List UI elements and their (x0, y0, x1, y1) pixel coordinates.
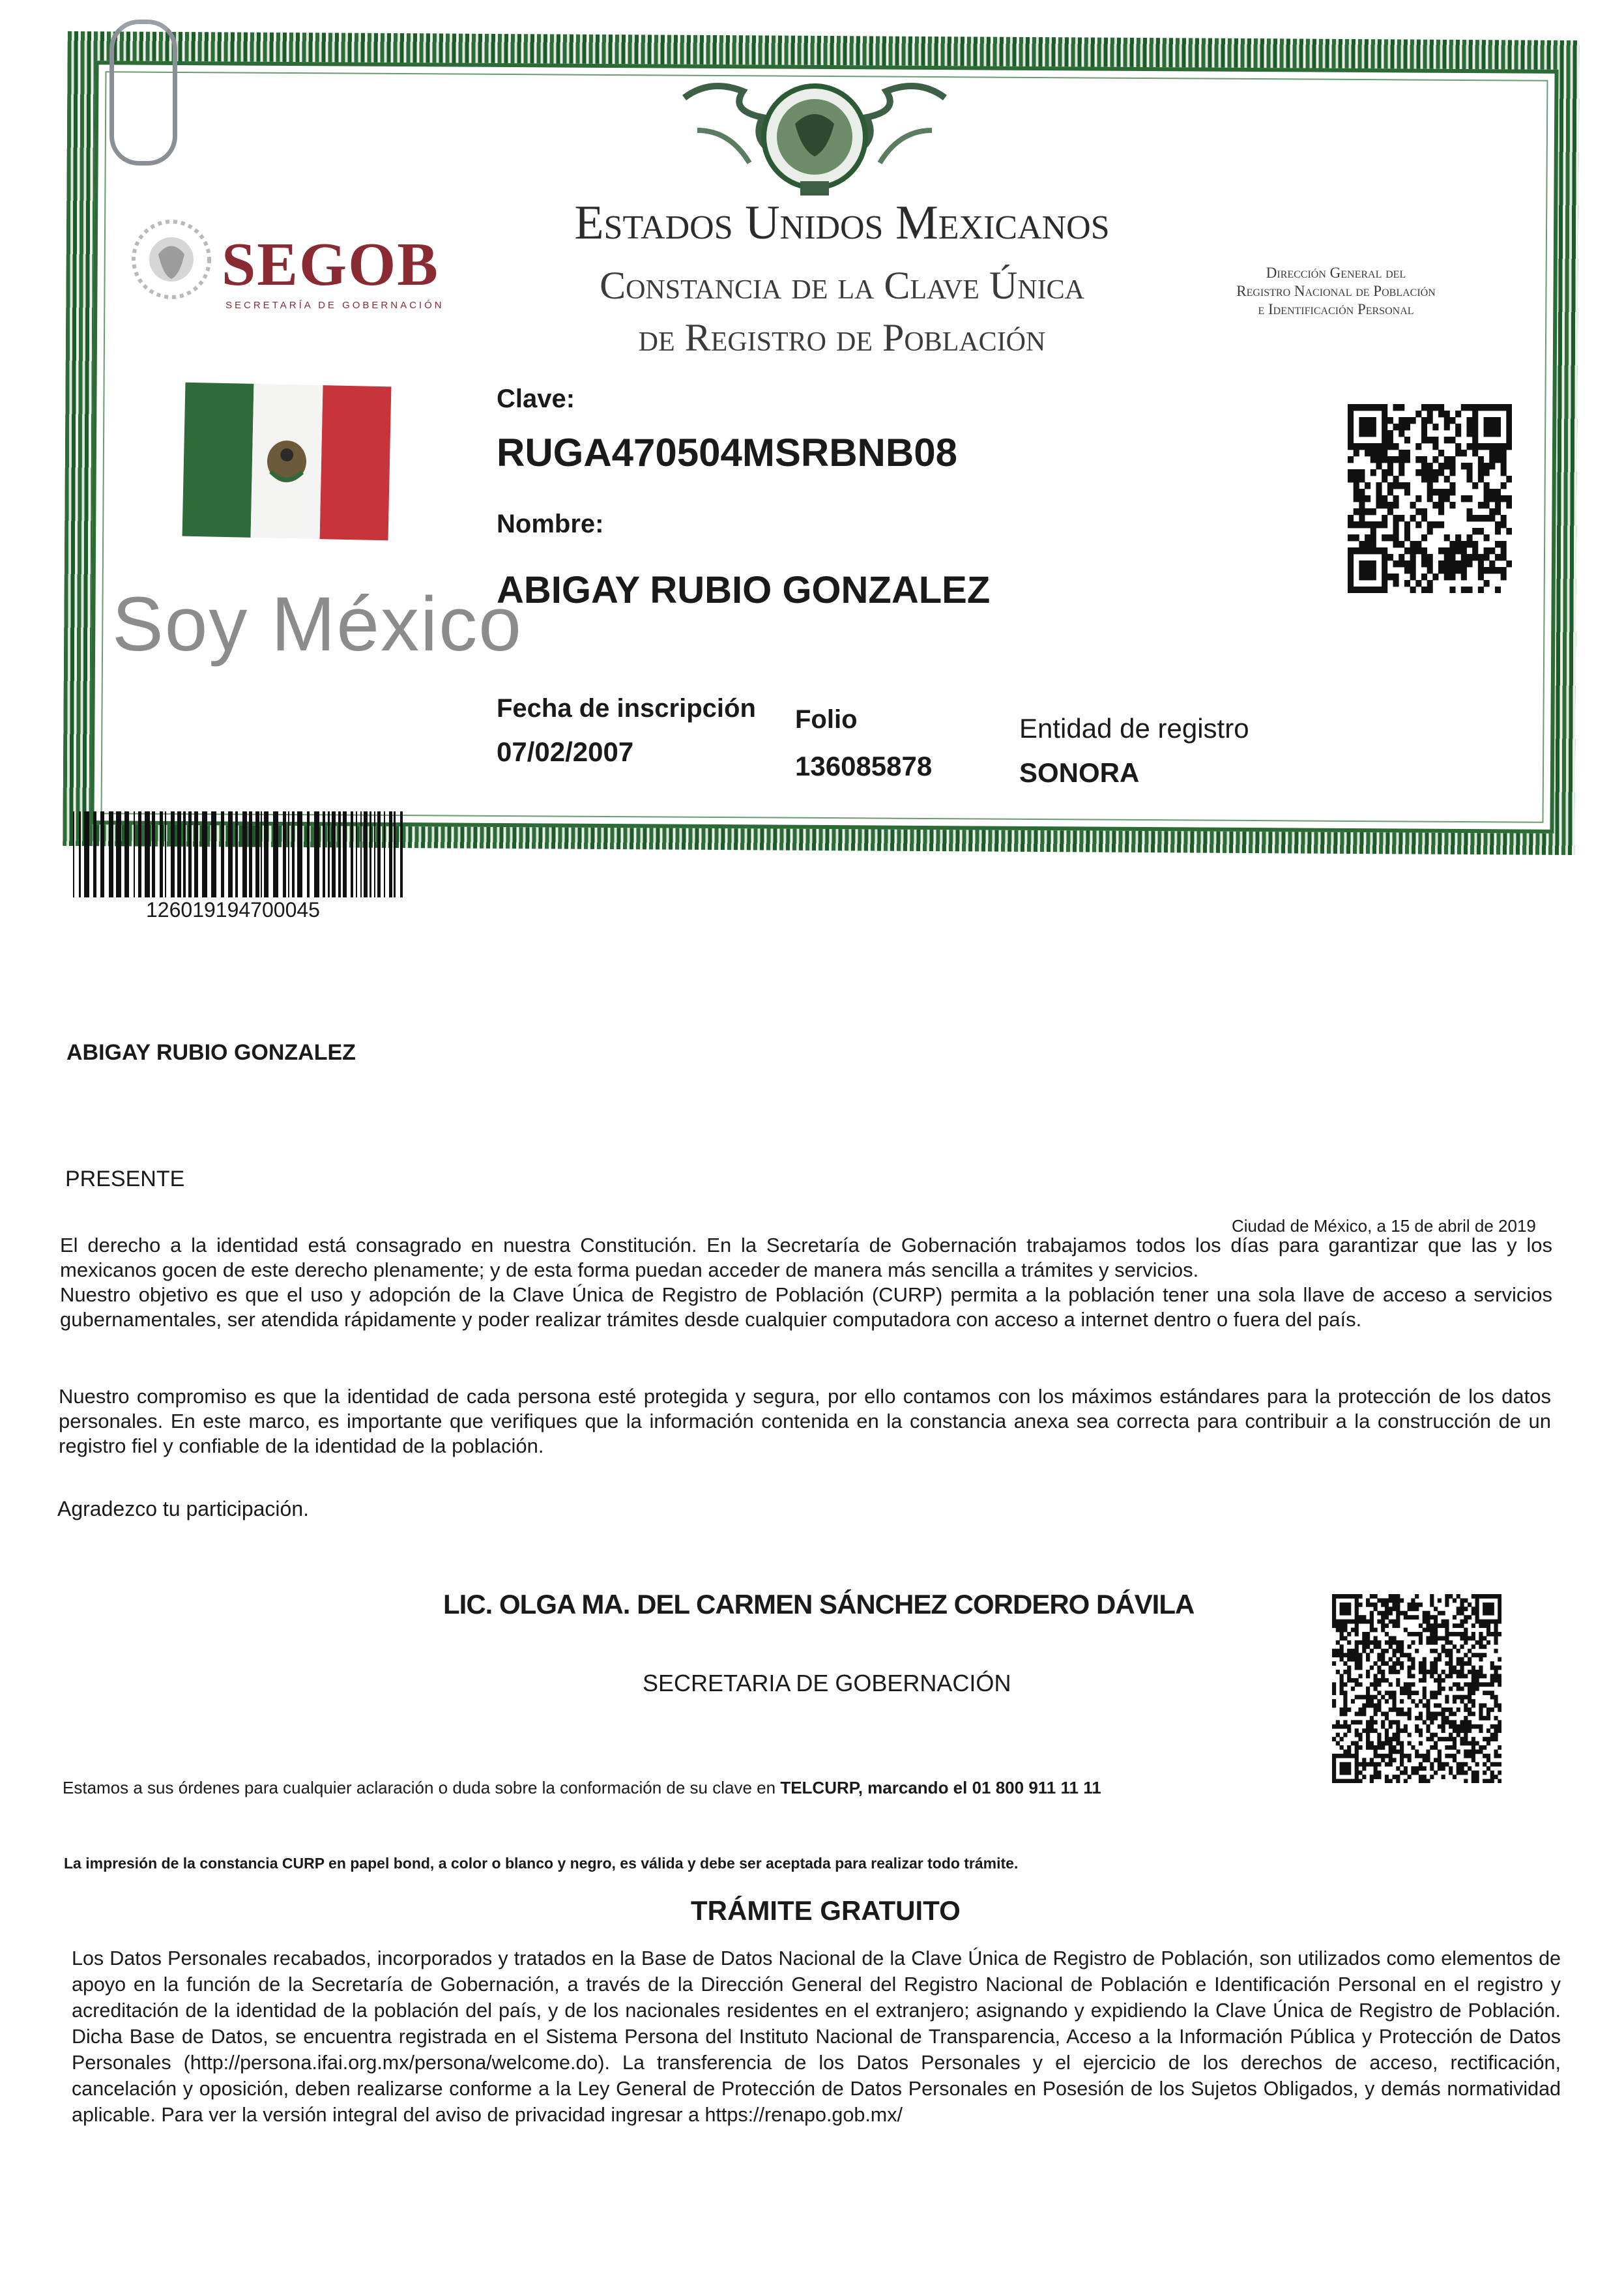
signer-name: LIC. OLGA MA. DEL CARMEN SÁNCHEZ CORDERO DÁVILA (443, 1589, 1195, 1620)
letter-thanks: Agradezco tu participación. (57, 1497, 309, 1520)
document-title-line1: Constancia de la Clave Única (600, 264, 1084, 307)
fecha-label: Fecha de inscripción (497, 694, 756, 723)
letter-salutation: PRESENTE (65, 1167, 185, 1191)
folio-value: 136085878 (795, 751, 933, 781)
segob-subtitle: SECRETARÍA DE GOBERNACIÓN (225, 300, 444, 311)
directorate (1173, 264, 1499, 319)
nombre-value: ABIGAY RUBIO GONZALEZ (497, 569, 991, 611)
letter-recipient: ABIGAY RUBIO GONZALEZ (66, 1040, 356, 1065)
help-text (63, 1778, 1101, 1798)
free-procedure: TRÁMITE GRATUITO (691, 1895, 961, 1926)
directorate-line2: Registro Nacional de Población (1236, 283, 1436, 299)
help-text-prefix: Estamos a sus órdenes para cualquier aclaración o duda sobre la conformación de su clave en (63, 1778, 781, 1797)
letter-paragraph-2: Nuestro objetivo es que el uso y adopción de la Clave Única de Registro de Población (CURP) permita a la población tener una sola llave de acceso a servicios gubernamentales, ser atendida rápidamente y poder realizar trámites desde cualquier computadora con acceso a internet dentro o fuera del país. (60, 1283, 1552, 1331)
mexico-flag (182, 383, 392, 541)
country-title: Estados Unidos Mexicanos (574, 196, 1110, 250)
qr-code-icon (1348, 404, 1512, 593)
flag-eagle-icon (261, 432, 313, 491)
slogan: Soy México (112, 581, 523, 667)
letter-paragraph-3: Nuestro compromiso es que la identidad de cada persona esté protegida y segura, por ello contamos con los máximos estándares para la protección de los datos personales. En este marco, es importante que verifiques que la información contenida en la constancia anexa sea correcta para contribuir a la construcción de un registro fiel y confiable de la identidad de la población. (59, 1385, 1551, 1457)
barcode-number: 126019194700045 (146, 898, 320, 922)
qr-code-signature-icon (1332, 1594, 1501, 1783)
entidad-value: SONORA (1019, 757, 1140, 788)
fecha-value: 07/02/2007 (497, 736, 634, 767)
folio-label: Folio (795, 705, 858, 734)
clave-value: RUGA470504MSRBNB08 (497, 431, 957, 474)
entidad-label: Entidad de registro (1019, 713, 1249, 744)
nombre-label: Nombre: (497, 510, 604, 538)
document-title-line2: de Registro de Población (638, 316, 1046, 359)
validity-note: La impresión de la constancia CURP en papel bond, a color o blanco y negro, es válida y debe ser aceptada para realizar todo trámite. (64, 1855, 1019, 1872)
segob-wordmark: SEGOB (222, 231, 439, 298)
document-title (497, 259, 1187, 364)
clave-label: Clave: (497, 385, 575, 413)
barcode-icon (73, 811, 403, 897)
letter-place-date: Ciudad de México, a 15 de abril de 2019 (1232, 1216, 1536, 1236)
letter-paragraph-1: El derecho a la identidad está consagrado en nuestra Constitución. En la Secretaría de Gobernación trabajamos todos los días para garantizar que las y los mexicanos gocen de este derecho plenamente; y de esta forma puedan acceder de manera más sencilla a trámites y servicios. (60, 1234, 1552, 1281)
coat-of-arms-icon (671, 72, 958, 215)
directorate-line1: Dirección General del (1266, 265, 1406, 281)
directorate-line3: e Identificación Personal (1258, 301, 1414, 317)
help-text-phone: TELCURP, marcando el 01 800 911 11 11 (780, 1778, 1101, 1797)
privacy-notice: Los Datos Personales recabados, incorporados y tratados en la Base de Datos Nacional de la Clave Única de Registro de Población, son utilizados como elementos de apoyo en la función de la Secretaría de Gobernación, a través de la Dirección General del Registro Nacional de Población e Identificación Personal en el registro y acreditación de la identidad de la población del país, y de los nacionales residentes en el extranjero; asignando y expidiendo la Clave Única de Registro de Población. Dicha Base de Datos, se encuentra registrada en el Sistema Persona del Instituto Nacional de Transparencia, Acceso a la Información Pública y Protección de Datos Personales (http://persona.ifai.org.mx/persona/welcome.do). La transferencia de los Datos Personales y el ejercicio de los derechos de acceso, rectificación, cancelación y oposición, deben realizarse conforme a la Ley General de Protección de Datos Personales en Posesión de los Sujetos Obligados, y demás normatividad aplicable. Para ver la versión integral del aviso de privacidad ingresar a https://renapo.gob.mx/ (72, 1947, 1561, 2126)
paperclip-icon (109, 20, 177, 166)
signer-title: SECRETARIA DE GOBERNACIÓN (643, 1670, 1011, 1696)
segob-emblem-icon (129, 215, 214, 306)
